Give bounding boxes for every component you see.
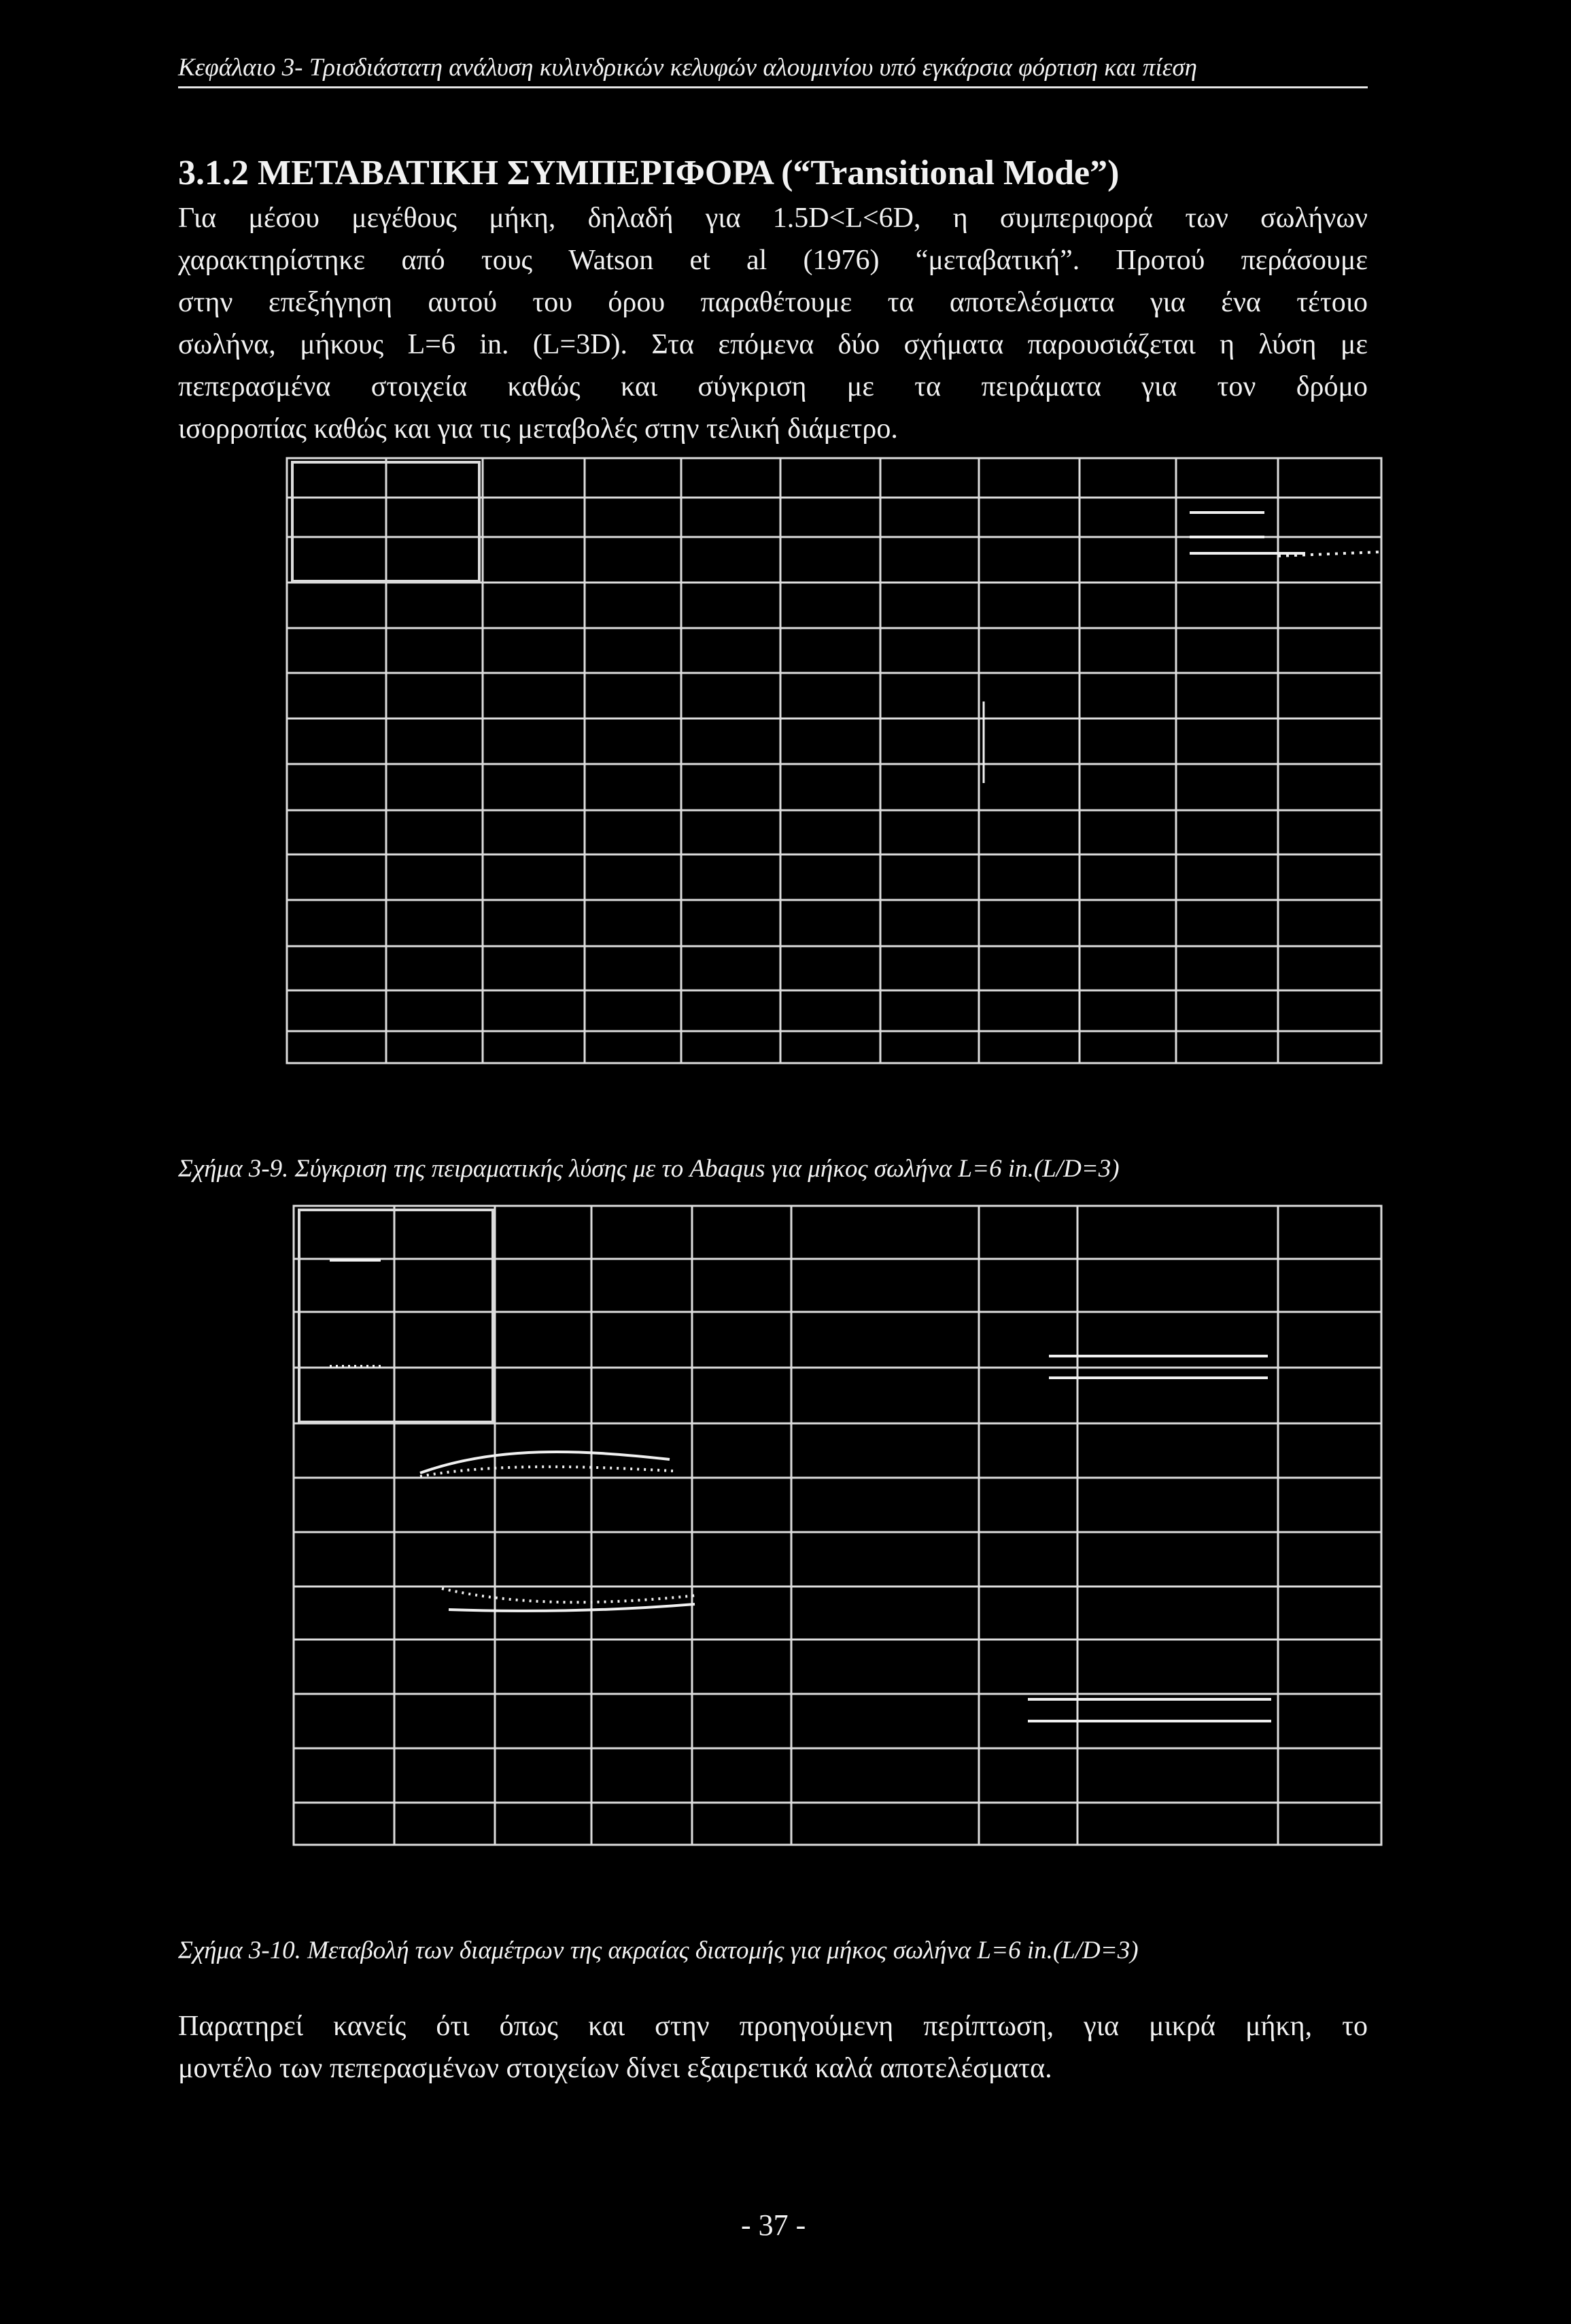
paragraph-line: Για μέσου μεγέθους μήκη, δηλαδή για 1.5D<L<6D, η συμπεριφορά των σωλήνων: [178, 203, 1368, 234]
paragraph-line: σωλήνα, μήκους L=6 in. (L=3D). Στα επόμενα δύο σχήματα παρουσιάζεται η λύση με: [178, 329, 1368, 360]
figure-3-9: [286, 457, 1383, 1065]
figure-3-9-plot: [286, 457, 1383, 1065]
paragraph-line: ισορροπίας καθώς και για τις μεταβολές στην τελική διάμετρο.: [178, 413, 898, 445]
figure-3-9-caption: Σχήμα 3-9. Σύγκριση της πειραματικής λύσης με το Abaqus για μήκος σωλήνα L=6 in.(L/D=3): [178, 1155, 1120, 1183]
paragraph-line: Παρατηρεί κανείς ότι όπως και στην προηγούμενη περίπτωση, για μικρά μήκη, το: [178, 2011, 1368, 2042]
figure-3-10: [292, 1204, 1383, 1850]
diameter-curve-exp-lower: [442, 1589, 697, 1602]
diameter-curve-exp-upper: [420, 1467, 673, 1476]
paragraph-line: στην επεξήγηση αυτού του όρου παραθέτουμε τα αποτελέσματα για ένα τέτοιο: [178, 287, 1368, 318]
diameter-curve-fe-lower: [449, 1604, 695, 1611]
closing-paragraph: [178, 2005, 1368, 2089]
running-header: Κεφάλαιο 3- Τρισδιάστατη ανάλυση κυλινδρικών κελυφών αλουμινίου υπό εγκάρσια φόρτιση και πίεση: [178, 53, 1368, 88]
figure-3-10-caption: Σχήμα 3-10. Μεταβολή των διαμέτρων της ακραίας διατομής για μήκος σωλήνα L=6 in.(L/D=3): [178, 1937, 1139, 1964]
paragraph-line: πεπερασμένα στοιχεία καθώς και σύγκριση με τα πειράματα για τον δρόμο: [178, 371, 1368, 402]
paragraph-line: χαρακτηρίστηκε από τους Watson et al (1976) “μεταβατική”. Προτού περάσουμε: [178, 245, 1368, 276]
paragraph-line: μοντέλο των πεπερασμένων στοιχείων δίνει εξαιρετικά καλά αποτελέσματα.: [178, 2053, 1052, 2084]
intro-paragraph: [178, 197, 1368, 450]
section-title: 3.1.2 ΜΕΤΑΒΑΤΙΚΗ ΣΥΜΠΕΡΙΦΟΡΑ (“Transitional Mode”): [178, 154, 1120, 192]
page-number: - 37 -: [741, 2208, 806, 2242]
legend-box: [299, 1210, 493, 1422]
plot-frame: [287, 458, 1381, 1063]
figure-3-10-plot: [292, 1204, 1383, 1850]
